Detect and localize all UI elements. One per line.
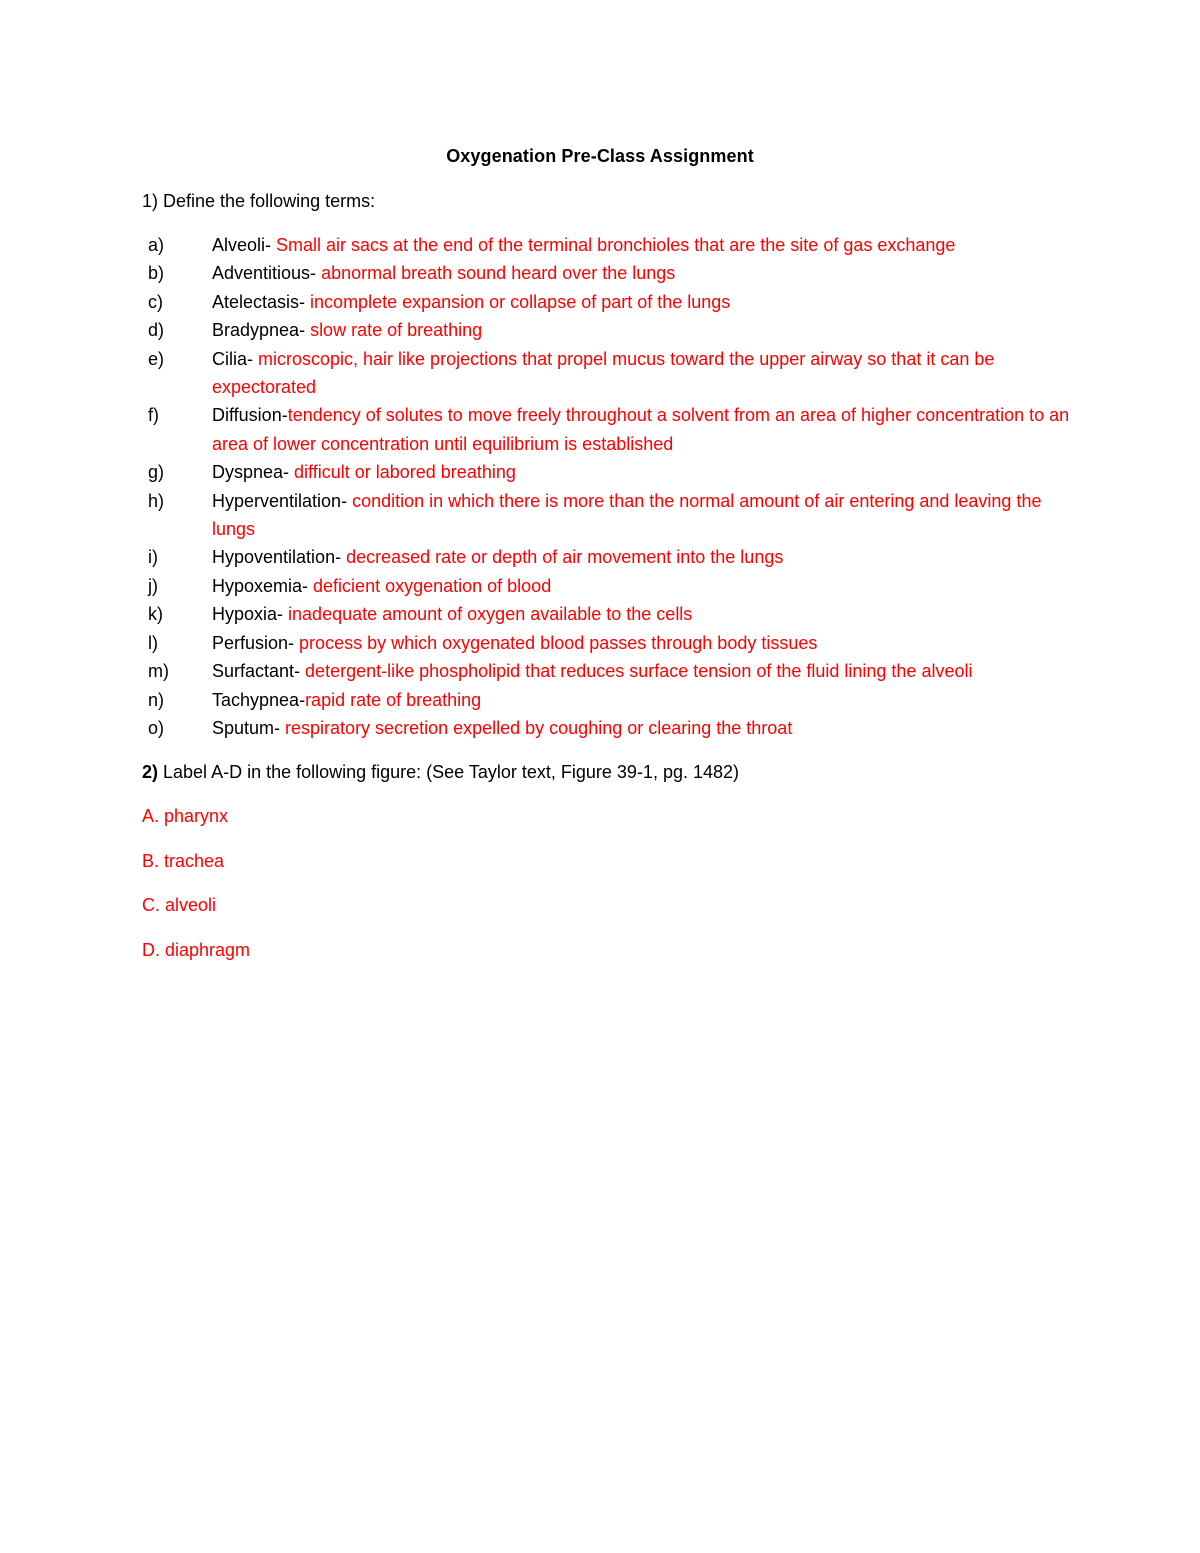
figure-label-b: B. trachea (142, 850, 225, 871)
term-name: Sputum- (212, 717, 286, 738)
term-item-surfactant (142, 657, 1072, 685)
term-item-sputum (142, 714, 1072, 742)
term-item-alveoli (142, 231, 1072, 259)
term-definition: incomplete expansion or collapse of part of the lungs (310, 291, 731, 312)
term-item-bradypnea (142, 316, 1072, 344)
figure-label-a: A. pharynx (142, 806, 229, 826)
term-definition: inadequate amount of oxygen available to the cells (288, 604, 693, 625)
term-letter: b) (148, 263, 165, 284)
term-definition: decreased rate or depth of air movement into the lungs (346, 547, 784, 568)
term-name: Hypoxemia- (212, 575, 314, 596)
term-letter: c) (148, 291, 163, 312)
term-item-dyspnea (142, 458, 1072, 486)
term-letter: m) (148, 661, 169, 682)
term-definition: tendency of solutes to move freely throughout a solvent from an area of higher concentration to an area of lower concentration until equilibrium is established (212, 405, 1070, 454)
term-item-hyperventilation (142, 487, 1072, 544)
term-letter: a) (148, 235, 165, 255)
term-letter: g) (148, 462, 165, 483)
term-definition: rapid rate of breathing (305, 689, 482, 710)
question-1-prompt: 1) Define the following terms: (142, 191, 376, 211)
term-definition: process by which oxygenated blood passes through body tissues (299, 632, 818, 653)
term-name: Cilia- (212, 348, 259, 369)
term-definition: slow rate of breathing (310, 320, 483, 341)
term-name: Bradypnea- (212, 320, 311, 341)
term-name: Alveoli- (212, 235, 277, 255)
term-definition: detergent-like phospholipid that reduces surface tension of the fluid lining the alveoli (305, 661, 973, 682)
term-definition: condition in which there is more than the normal amount of air entering and leaving the lungs (212, 490, 1042, 540)
term-letter: k) (148, 604, 163, 625)
term-definition: respiratory secretion expelled by coughing or clearing the throat (285, 717, 793, 738)
term-letter: f) (148, 405, 159, 426)
term-letter: e) (148, 348, 165, 369)
term-definition: deficient oxygenation of blood (313, 575, 552, 596)
term-letter: l) (148, 632, 158, 653)
term-item-hypoxemia (142, 572, 1072, 600)
term-letter: o) (148, 717, 165, 738)
term-item-hypoventilation (142, 543, 1072, 571)
term-definition: abnormal breath sound heard over the lungs (321, 263, 676, 284)
term-name: Hyperventilation- (212, 490, 353, 511)
page-title: Oxygenation Pre-Class Assignment (446, 146, 754, 166)
question-2-prompt (142, 759, 739, 785)
term-definition: Small air sacs at the end of the terminal bronchioles that are the site of gas exchange (276, 235, 956, 255)
question-2-text: Label A-D in the following figure: (See Taylor text, Figure 39-1, pg. 1482) (158, 762, 740, 782)
terms-list (142, 231, 1072, 742)
term-letter: d) (148, 320, 165, 341)
term-item-tachypnea (142, 686, 1072, 714)
term-definition: difficult or labored breathing (294, 462, 516, 483)
term-letter: h) (148, 490, 165, 511)
term-item-atelectasis (142, 288, 1072, 316)
figure-label-d: D. diaphragm (142, 939, 251, 960)
figure-labels-list (142, 803, 250, 981)
term-name: Perfusion- (212, 632, 300, 653)
term-name: Tachypnea- (212, 689, 306, 710)
term-item-diffusion (142, 401, 1072, 458)
term-name: Adventitious- (212, 263, 322, 284)
term-name: Hypoventilation- (212, 547, 347, 568)
question-2-number: 2) (142, 762, 159, 782)
term-letter: j) (148, 575, 158, 596)
term-letter: n) (148, 689, 165, 710)
term-name: Dyspnea- (212, 462, 295, 483)
term-item-adventitious (142, 259, 1072, 287)
term-letter: i) (148, 547, 158, 568)
figure-label-c: C. alveoli (142, 895, 217, 915)
term-item-cilia (142, 345, 1072, 402)
term-name: Hypoxia- (212, 604, 289, 625)
term-item-hypoxia (142, 600, 1072, 628)
term-name: Atelectasis- (212, 291, 311, 312)
term-name: Diffusion- (212, 405, 288, 426)
term-name: Surfactant- (212, 661, 306, 682)
term-item-perfusion (142, 629, 1072, 657)
term-definition: microscopic, hair like projections that propel mucus toward the upper airway so that it can be expectorated (212, 348, 995, 398)
